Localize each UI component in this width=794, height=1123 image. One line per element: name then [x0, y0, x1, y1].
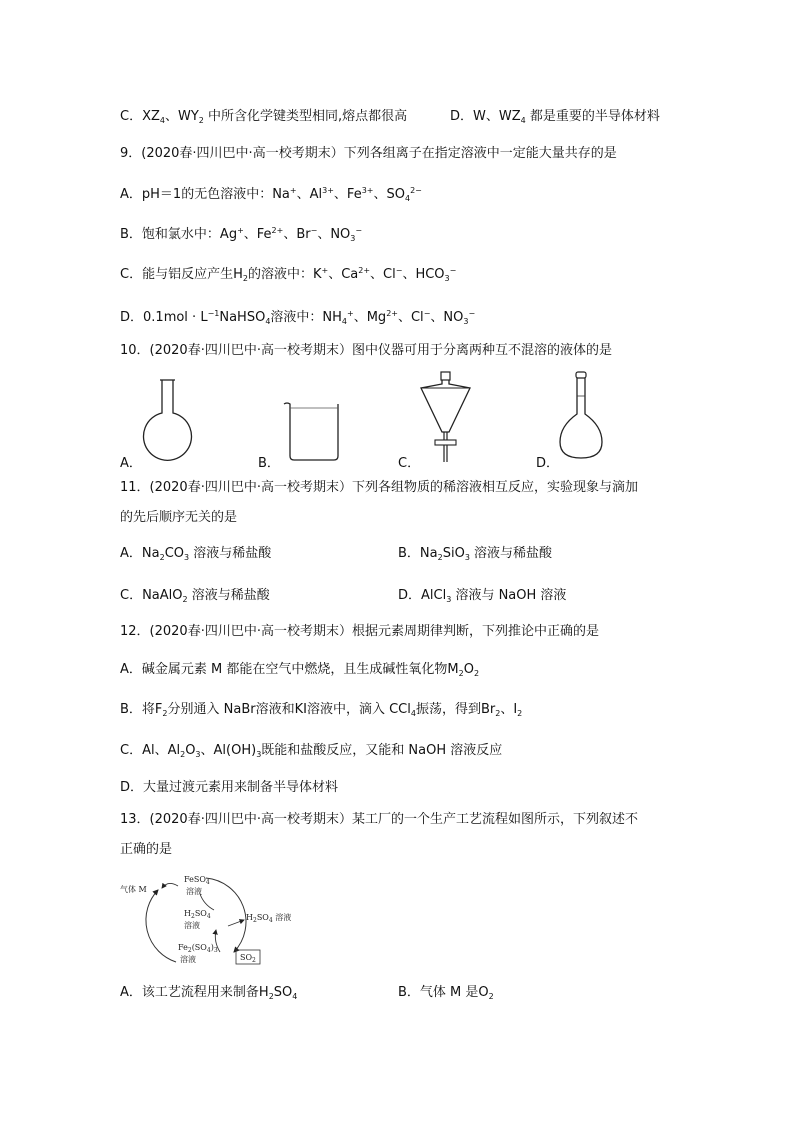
q10-label-c: C．: [398, 456, 421, 471]
q12-option-a: A．碱金属元素 M 都能在空气中燃烧，且生成碱性氧化物$M_2O_2$: [120, 662, 480, 678]
q10-label-a: A．: [120, 456, 142, 471]
diagram-feso4: FeSO$_4$: [184, 875, 210, 886]
q11-option-b: B．$Na_2SiO_3$ 溶液与稀盐酸: [398, 546, 553, 562]
volumetric-flask-icon: [556, 370, 606, 462]
diagram-h2so4-solution: 溶液: [184, 921, 200, 930]
q10-label-b: B．: [258, 456, 280, 471]
q12-option-c: C．Al、$Al_2O_3$、$Al(OH)_3$既能和盐酸反应，又能和 NaOH 溶液反应: [120, 743, 503, 759]
q12-stem: 12．(2020春·四川巴中·高一校考期末）根据元素周期律判断，下列推论中正确的是: [120, 624, 599, 639]
round-bottom-flask-icon: [140, 378, 195, 466]
q13-stem-line1: 13．(2020春·四川巴中·高一校考期末）某工厂的一个生产工艺流程如图所示，下列叙述不: [120, 812, 638, 827]
q12-option-b: B．将$F_2$分别通入 NaBr溶液和KI溶液中，滴入 CCl$_4$振荡，得到$Br_2$、$I_2$: [120, 702, 523, 718]
q13-stem-line2: 正确的是: [120, 842, 173, 857]
q9-option-b: B．饱和氯水中：Ag+、$Fe^{2+}$、Br−、$NO_3^-$: [120, 226, 363, 243]
q13-option-b: B．气体 M 是$O_2$: [398, 985, 494, 1001]
process-cycle-diagram: [118, 870, 318, 970]
q8-option-c: C．$XZ_4$、$WY_2$ 中所含化学键类型相同,熔点都很高: [120, 109, 408, 125]
beaker-icon: [282, 400, 344, 462]
diagram-h2so4: $H_2SO_4$: [184, 909, 211, 920]
q10-stem: 10．(2020春·四川巴中·高一校考期末）图中仪器可用于分离两种互不混溶的液体的是: [120, 343, 612, 358]
diagram-h2so4-out: $H_2SO_4$ 溶液: [246, 913, 292, 924]
diagram-fe2so43-solution: 溶液: [180, 955, 196, 964]
q10-label-d: D．: [536, 456, 560, 471]
q11-option-c: C．NaAlO$_2$ 溶液与稀盐酸: [120, 588, 270, 604]
q12-option-d: D．大量过渡元素用来制备半导体材料: [120, 780, 339, 795]
q8-option-d: D．W、$WZ_4$ 都是重要的半导体材料: [450, 109, 660, 125]
diagram-fe2so43: $Fe_2(SO_4)_3$: [178, 943, 218, 954]
separatory-funnel-icon: [418, 370, 473, 465]
q13-option-a: A．该工艺流程用来制备$H_2SO_4$: [120, 985, 298, 1001]
q11-stem-line1: 11．(2020春·四川巴中·高一校考期末）下列各组物质的稀溶液相互反应，实验现象与滴加: [120, 480, 638, 495]
q11-option-a: A．$Na_2CO_3$ 溶液与稀盐酸: [120, 546, 272, 562]
q9-stem: 9．(2020春·四川巴中·高一校考期末）下列各组离子在指定溶液中一定能大量共存的是: [120, 146, 617, 161]
q9-option-a: A．pH＝1的无色溶液中：Na+、$Al^{3+}$、$Fe^{3+}$、$SO_4^{2-}$: [120, 186, 422, 203]
q9-option-c: C．能与铝反应产生$H_2$的溶液中：K+、$Ca^{2+}$、Cl−、$HCO_3^-$: [120, 266, 457, 283]
q11-option-d: D．AlCl$_3$ 溶液与 NaOH 溶液: [398, 588, 567, 604]
diagram-gas-m: 气体 M: [120, 885, 147, 894]
diagram-so2: $SO_2$: [240, 953, 256, 964]
q9-option-d: D．$0.1mol \cdot L^{-1}NaHSO_4$溶液中：$NH_4^+$、$Mg^{2+}$、Cl−、$NO_3^-$: [120, 309, 476, 326]
diagram-feso4-solution: 溶液: [186, 887, 202, 896]
q11-stem-line2: 的先后顺序无关的是: [120, 510, 238, 525]
